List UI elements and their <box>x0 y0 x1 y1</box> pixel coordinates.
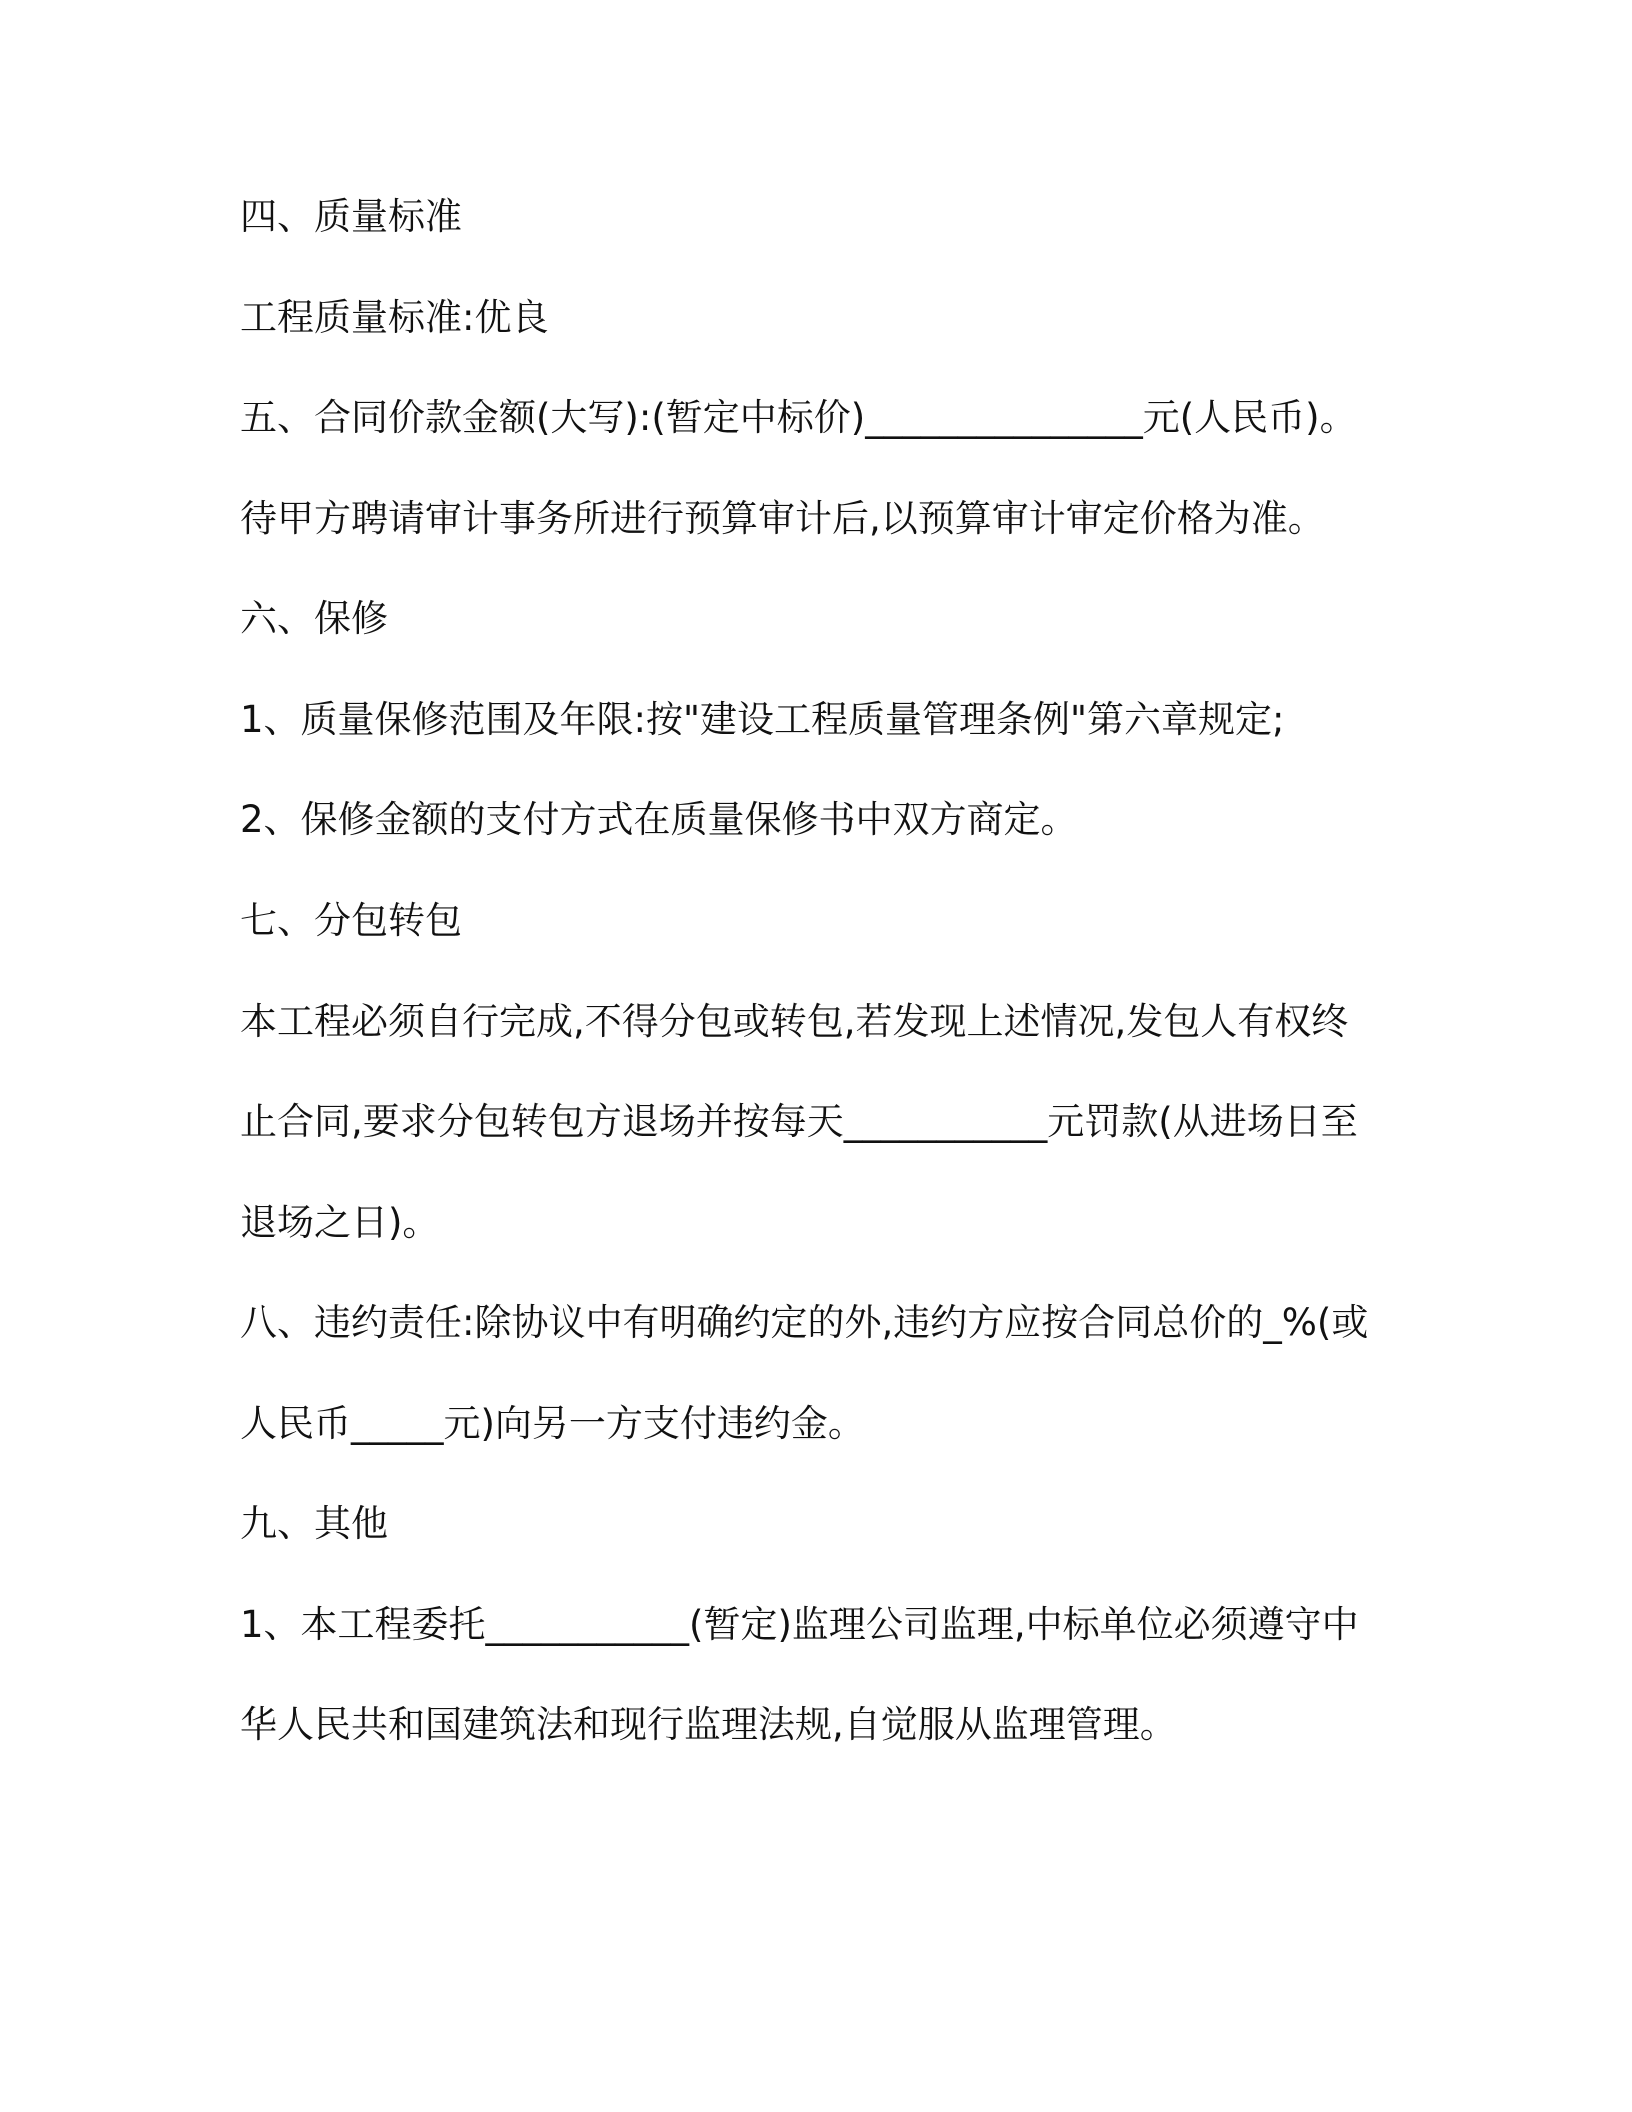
contract-price-line: 五、合同价款金额(大写):(暂定中标价)_______________元(人民币)。 <box>240 396 1357 439</box>
subcontracting-paragraph-line-3: 退场之日)。 <box>240 1201 440 1244</box>
other-item-1-line-2: 华人民共和国建筑法和现行监理法规,自觉服从监理管理。 <box>240 1703 1177 1746</box>
other-item-1-line-1: 1、本工程委托___________(暂定)监理公司监理,中标单位必须遵守中 <box>240 1603 1359 1646</box>
section-heading-quality-standard: 四、质量标准 <box>240 195 462 238</box>
audit-price-note: 待甲方聘请审计事务所进行预算审计后,以预算审计审定价格为准。 <box>240 497 1325 540</box>
subcontracting-paragraph-line-2: 止合同,要求分包转包方退场并按每天___________元罚款(从进场日至 <box>240 1100 1358 1143</box>
section-heading-other: 九、其他 <box>240 1502 388 1545</box>
section-heading-subcontracting: 七、分包转包 <box>240 899 462 942</box>
liability-paragraph-line-1: 八、违约责任:除协议中有明确约定的外,违约方应按合同总价的_%(或 <box>240 1301 1369 1344</box>
warranty-item-2: 2、保修金额的支付方式在质量保修书中双方商定。 <box>240 798 1078 841</box>
subcontracting-paragraph-line-1: 本工程必须自行完成,不得分包或转包,若发现上述情况,发包人有权终 <box>240 1000 1349 1043</box>
liability-paragraph-line-2: 人民币_____元)向另一方支付违约金。 <box>240 1402 865 1445</box>
section-heading-warranty: 六、保修 <box>240 597 388 640</box>
quality-standard-text: 工程质量标准:优良 <box>240 296 549 339</box>
warranty-item-1: 1、质量保修范围及年限:按"建设工程质量管理条例"第六章规定; <box>240 698 1285 741</box>
